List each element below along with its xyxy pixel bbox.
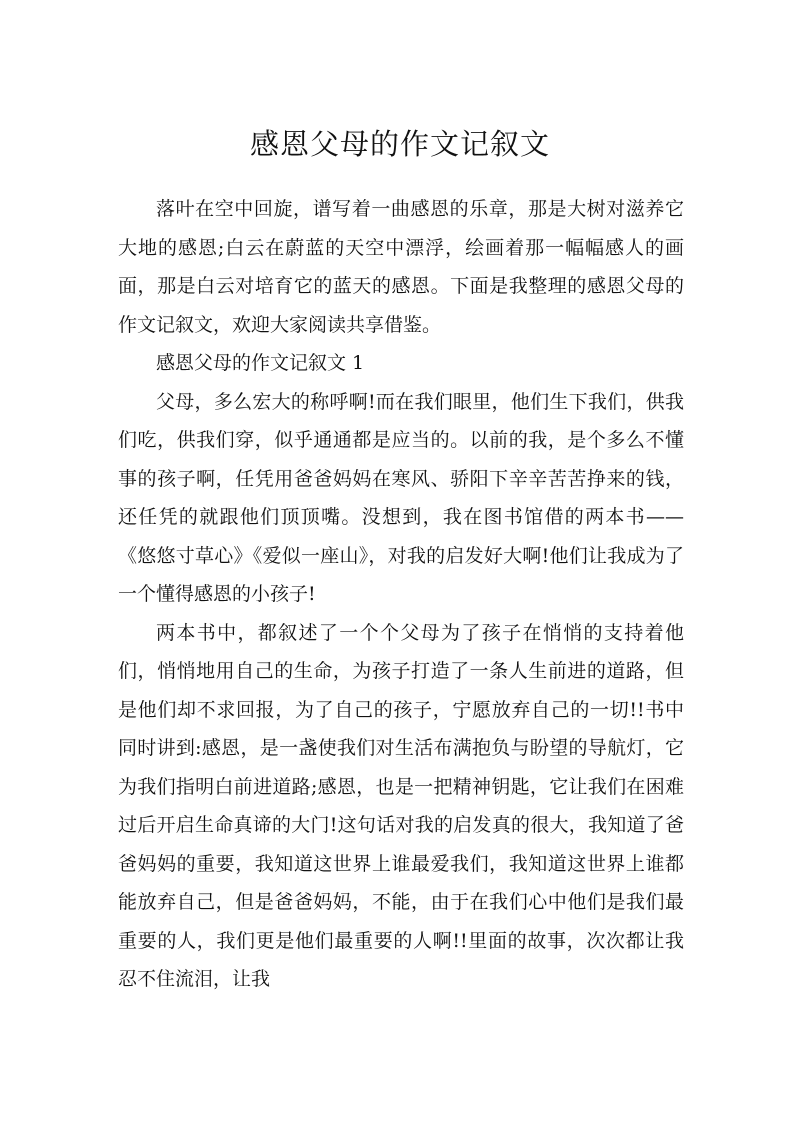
body-paragraph: 两本书中，都叙述了一个个父母为了孩子在悄悄的支持着他们，悄悄地用自己的生命，为孩子打造了一条人生前进的道路，但是他们却不求回报，为了自己的孩子，宁愿放弃自己的一切!!书中同时讲到:感恩，是一盏使我们对生活布满抱负与盼望的导航灯，它为我们指明白前进道路;感恩，也是一把精神钥匙，它让我们在困难过后开启生命真谛的大门!这句话对我的启发真的很大，我知道了爸爸妈妈的重要，我知道这世界上谁最爱我们，我知道这世界上谁都能放弃自己，但是爸爸妈妈，不能，由于在我们心中他们是我们最重要的人，我们更是他们最重要的人啊!!里面的故事，次次都让我忍不住流泪，让我 xyxy=(118,621,684,990)
intro-paragraph: 落叶在空中回旋，谱写着一曲感恩的乐章，那是大树对滋养它大地的感恩;白云在蔚蓝的天空中漂浮，绘画着那一幅幅感人的画面，那是白云对培育它的蓝天的感恩。下面是我整理的感恩父母的作文记叙文，欢迎大家阅读共享借鉴。 xyxy=(118,198,684,336)
body-paragraph: 父母，多么宏大的称呼啊!而在我们眼里，他们生下我们，供我们吃，供我们穿，似乎通通都是应当的。以前的我，是个多么不懂事的孩子啊，任凭用爸爸妈妈在寒风、骄阳下辛辛苦苦挣来的钱，还任凭的就跟他们顶顶嘴。没想到，我在图书馆借的两本书——《悠悠寸草心》《爱似一座山》，对我的启发好大啊!他们让我成为了一个懂得感恩的小孩子! xyxy=(118,390,684,605)
document-body xyxy=(118,190,684,999)
document-title: 感恩父母的作文记叙文 xyxy=(249,127,550,161)
section-heading: 感恩父母的作文记叙文 1 xyxy=(156,352,365,374)
